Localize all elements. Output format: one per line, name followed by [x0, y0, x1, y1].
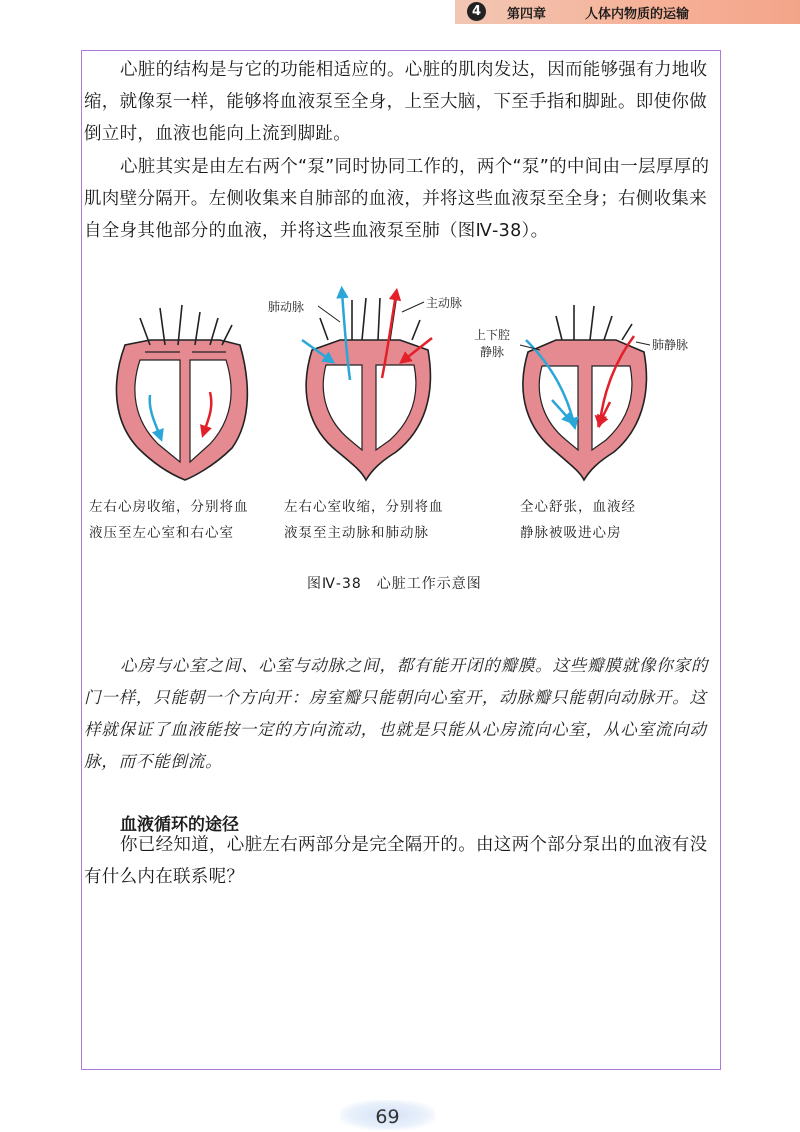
caption-2-line1: 左右心室收缩，分别将血 [284, 499, 444, 515]
chapter-number-badge: 4 [467, 2, 486, 21]
chapter-label: 第四章 [507, 7, 547, 22]
paragraph-two-pumps: 心脏其实是由左右两个“泵”同时协同工作的，两个“泵”的中间由一层厚厚的肌肉壁分隔开。左侧收集来自肺部的血液，并将这些血液泵至全身；右侧收集来自全身其他部分的血液，并将这些血液泵至肺（图Ⅳ-38）。 [84, 157, 710, 241]
label-vena-cava-line1: 上下腔 [474, 328, 511, 342]
paragraph-valves: 心房与心室之间、心室与动脉之间，都有能开闭的瓣膜。这些瓣膜就像你家的门一样，只能朝一个方向开：房室瓣只能朝向心室开，动脉瓣只能朝向动脉开。这样就保证了血液能按一定的方向流动，也就是只能从心房流向心室，从心室流向动脉，而不能倒流。 [84, 656, 709, 771]
label-pulmonary-artery: 肺动脉 [268, 300, 305, 314]
caption-2-line2: 液泵至主动脉和肺动脉 [284, 525, 429, 541]
chapter-header [455, 0, 800, 24]
label-vena-cava-line2: 静脉 [480, 345, 505, 359]
section-heading: 血液循环的途径 [120, 815, 239, 835]
caption-1-line2: 液压至左心室和右心室 [89, 525, 234, 541]
caption-1-line1: 左右心房收缩，分别将血 [89, 499, 249, 515]
chapter-title: 人体内物质的运输 [585, 7, 690, 22]
label-pulmonary-vein: 肺静脉 [652, 338, 689, 352]
figure-title: 图Ⅳ-38 心脏工作示意图 [307, 576, 482, 592]
caption-3-line1: 全心舒张，血液经 [520, 499, 636, 515]
label-aorta: 主动脉 [426, 296, 463, 310]
paragraph-heart-structure: 心脏的结构是与它的功能相适应的。心脏的肌肉发达，因而能够强有力地收缩，就像泵一样，能够将血液泵至全身，上至大脑，下至手指和脚趾。即使你做倒立时，血液也能向上流到脚趾。 [84, 60, 708, 144]
page-number: 69 [375, 1106, 400, 1128]
caption-3-line2: 静脉被吸进心房 [520, 525, 622, 541]
page-number-badge [340, 1100, 435, 1130]
paragraph-circulation-question: 你已经知道，心脏左右两部分是完全隔开的。由这两个部分泵出的血液有没有什么内在联系呢？ [84, 835, 708, 887]
